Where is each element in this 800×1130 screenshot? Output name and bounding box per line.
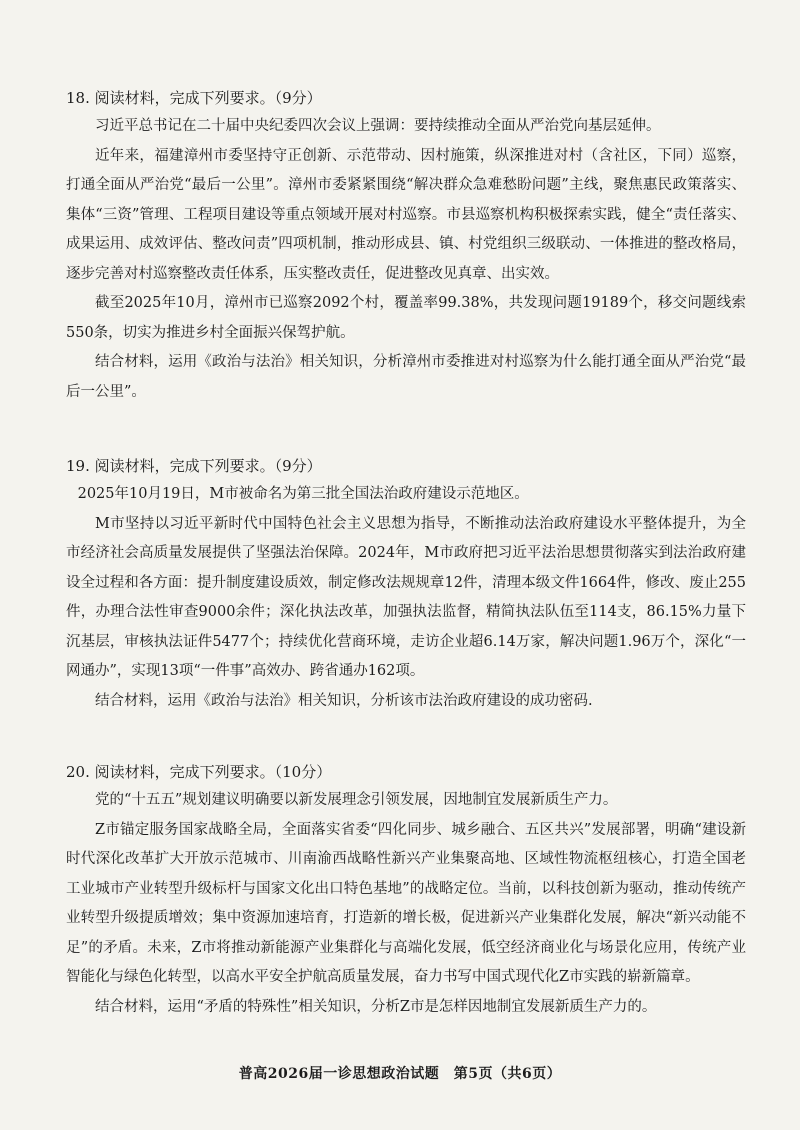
question-18-title: 18. 阅读材料，完成下列要求。（9分） <box>66 89 322 107</box>
question-19-intro: 2025年10月19日，M市被命名为第三批全国法治政府建设示范地区。 <box>77 486 529 502</box>
question-18-quote: 习近平总书记在二十届中央纪委四次会议上强调：要持续推动全面从严治党向基层延伸。 <box>95 118 661 134</box>
question-20 <box>66 758 746 1022</box>
question-18 <box>66 84 746 407</box>
question-19-title: 19. 阅读材料，完成下列要求。（9分） <box>66 457 322 475</box>
question-20-title: 20. 阅读材料，完成下列要求。（10分） <box>66 763 332 781</box>
question-20-intro: 党的“十五五”规划建议明确要以新发展理念引领发展，因地制宜发展新质生产力。 <box>95 792 618 808</box>
question-20-material: Z市锚定服务国家战略全局，全面落实省委“四化同步、城乡融合、五区共兴”发展部署，明确“建设新时代深化改革扩大开放示范城市、川南渝西战略性新兴产业集聚高地、区域性物流枢纽核心，打造全国老工业城市产业转型升级标杆与国家文化出口特色基地”的战略定位。当前，以科技创新为驱动，推动传统产业转型升级提质增效；集中资源加速培育，打造新的增长极，促进新兴产业集群化发展，解决“新兴动能不足”的矛盾。未来，Z市将推动新能源产业集群化与高端化发展，低空经济商业化与场景化应用，传统产业智能化与绿色化转型，以高水平安全护航高质量发展，奋力书写中国式现代化Z市实践的崭新篇章。 <box>66 821 746 985</box>
question-18-material: 近年来，福建漳州市委坚持守正创新、示范带动、因村施策，纵深推进对村（含社区，下同）巡察，打通全面从严治党“最后一公里”。漳州市委紧紧围绕“解决群众急难愁盼问题”主线，聚焦惠民政策落实、集体“三资”管理、工程项目建设等重点领域开展对村巡察。市县巡察机构积极探索实践，健全“责任落实、成果运用、成效评估、整改问责”四项机制，推动形成县、镇、村党组织三级联动、一体推进的整改格局，逐步完善对村巡察整改责任体系，压实整改责任，促进整改见真章、出实效。 <box>66 147 747 282</box>
question-20-requirement: 结合材料，运用“矛盾的特殊性”相关知识，分析Z市是怎样因地制宜发展新质生产力的。 <box>95 998 657 1015</box>
question-18-statistics: 截至2025年10月，漳州市已巡察2092个村，覆盖率99.38%，共发现问题19189个，移交问题线索550条，切实为推进乡村全面振兴保驾护航。 <box>66 295 746 341</box>
question-19-requirement: 结合材料，运用《政治与法治》相关知识，分析该市法治政府建设的成功密码. <box>95 692 593 709</box>
question-19 <box>66 452 746 716</box>
question-19-material: M市坚持以习近平新时代中国特色社会主义思想为指导，不断推动法治政府建设水平整体提升，为全市经济社会高质量发展提供了坚强法治保障。2024年，M市政府把习近平法治思想贯彻落实到法治政府建设全过程和各方面：提升制度建设质效，制定修改法规规章12件，清理本级文件1664件，修改、废止255件，办理合法性审查9000余件；深化执法改革，加强执法监督，精简执法队伍至114支，86.15%力量下沉基层，审核执法证件5477个；持续优化营商环境，走访企业超6.14万家，解决问题1.96万个，深化“一网通办”，实现13项“一件事”高效办、跨省通办162项。 <box>66 515 746 679</box>
question-18-requirement: 结合材料，运用《政治与法治》相关知识，分析漳州市委推进对村巡察为什么能打通全面从严治党“最后一公里”。 <box>66 354 746 400</box>
page-footer: 普高2026届一诊思想政治试题 第5页（共6页） <box>238 1066 562 1082</box>
